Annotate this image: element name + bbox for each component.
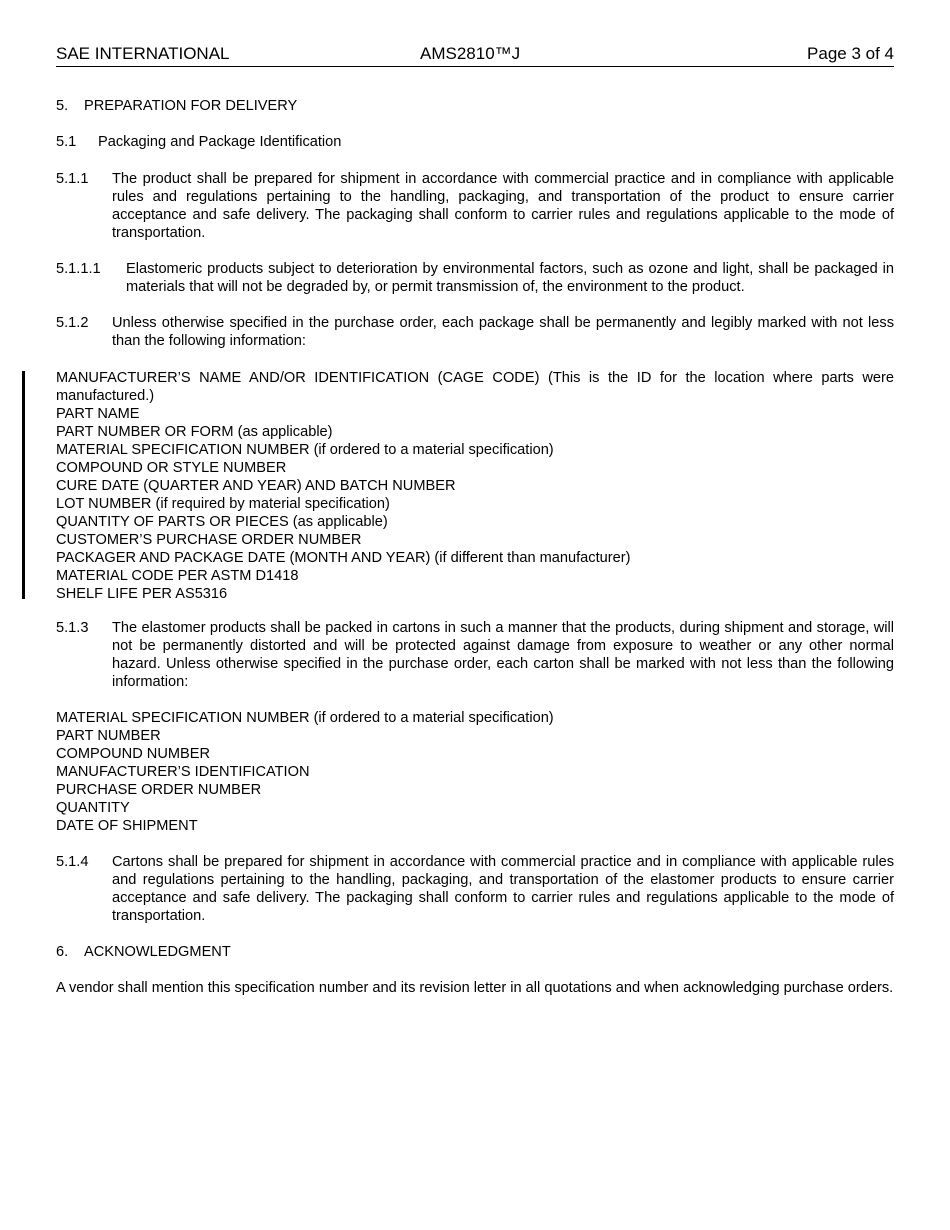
section-6-heading [56, 943, 894, 961]
paragraph-text: Cartons shall be prepared for shipment in accordance with commercial practice and in compliance with applicable rules and regulations pertaining to the handling, packaging, and transportation of the elastomer products to ensure carrier acceptance and safe delivery. The packaging shall conform to carrier rules and regulations applicable to the mode of transportation. [112, 854, 894, 924]
paragraph-5-1-3 [56, 619, 894, 691]
paragraph-text: The product shall be prepared for shipment in accordance with commercial practice and in compliance with applicable rules and regulations pertaining to the handling, packaging, and transportation of the product to ensure carrier acceptance and safe delivery. The packaging shall conform to carrier rules and regulations applicable to the mode of transportation. [112, 171, 894, 241]
paragraph-5-1-2 [56, 314, 894, 350]
list-item: QUANTITY [56, 800, 130, 816]
list-item: MATERIAL SPECIFICATION NUMBER (if ordered to a material specification) [56, 710, 554, 726]
header-page-number: Page 3 of 4 [807, 44, 894, 63]
list-item: LOT NUMBER (if required by material specification) [56, 496, 390, 512]
list-item: PACKAGER AND PACKAGE DATE (MONTH AND YEAR) (if different than manufacturer) [56, 550, 631, 566]
list-item: MANUFACTURER’S NAME AND/OR IDENTIFICATION (CAGE CODE) (This is the ID for the location where parts were manufactured.) [56, 370, 894, 404]
list-item: PART NUMBER [56, 728, 161, 744]
page-header [56, 44, 894, 67]
paragraph-text: Unless otherwise specified in the purchase order, each package shall be permanently and legibly marked with not less than the following information: [112, 315, 894, 349]
paragraph-number: 5.1.1 [56, 171, 89, 187]
paragraph-number: 5.1.4 [56, 854, 89, 870]
paragraph-text: The elastomer products shall be packed in cartons in such a manner that the products, during shipment and storage, will not be permanently distorted and will be protected against damage from exposure to weather or any other normal hazard. Unless otherwise specified in the purchase order, each carton shall be marked with not less than the following information: [112, 620, 894, 690]
section-title: PREPARATION FOR DELIVERY [84, 98, 298, 114]
section-6-text: A vendor shall mention this specification number and its revision letter in all quotations and when acknowledging purchase orders. [56, 980, 894, 996]
list-item: SHELF LIFE PER AS5316 [56, 586, 228, 602]
header-doc-id: AMS2810™J [420, 44, 521, 63]
revision-change-bar [22, 371, 25, 599]
paragraph-5-1-4 [56, 853, 894, 925]
section-title: ACKNOWLEDGMENT [84, 944, 231, 960]
list-item: CURE DATE (QUARTER AND YEAR) AND BATCH NUMBER [56, 478, 456, 494]
list-item: PURCHASE ORDER NUMBER [56, 782, 262, 798]
paragraph-5-1-1-1 [56, 260, 894, 296]
list-item: MATERIAL CODE PER ASTM D1418 [56, 568, 299, 584]
section-number: 5.1 [56, 134, 77, 150]
list-item: CUSTOMER’S PURCHASE ORDER NUMBER [56, 532, 362, 548]
list-item: DATE OF SHIPMENT [56, 818, 198, 834]
paragraph-number: 5.1.3 [56, 620, 89, 636]
list-item: COMPOUND NUMBER [56, 746, 211, 762]
list-item: PART NAME [56, 406, 140, 422]
list-item: MATERIAL SPECIFICATION NUMBER (if ordered to a material specification) [56, 442, 554, 458]
section-number: 5. [56, 98, 69, 114]
header-org: SAE INTERNATIONAL [56, 44, 230, 63]
section-number: 6. [56, 944, 69, 960]
list-item: PART NUMBER OR FORM (as applicable) [56, 424, 333, 440]
carton-marking-list [56, 709, 894, 835]
section-5-heading [56, 97, 894, 115]
paragraph-text: Elastomeric products subject to deterioration by environmental factors, such as ozone and light, shall be packaged in materials that will not be degraded by, or permit transmission of, the environment to the product. [126, 261, 894, 295]
list-item: MANUFACTURER’S IDENTIFICATION [56, 764, 310, 780]
paragraph-number: 5.1.1.1 [56, 261, 101, 277]
section-title: Packaging and Package Identification [98, 134, 342, 150]
list-item: COMPOUND OR STYLE NUMBER [56, 460, 287, 476]
paragraph-5-1-1 [56, 170, 894, 242]
section-5-1-heading [56, 133, 894, 151]
list-item: QUANTITY OF PARTS OR PIECES (as applicable) [56, 514, 388, 530]
package-marking-list [56, 369, 894, 603]
paragraph-number: 5.1.2 [56, 315, 89, 331]
